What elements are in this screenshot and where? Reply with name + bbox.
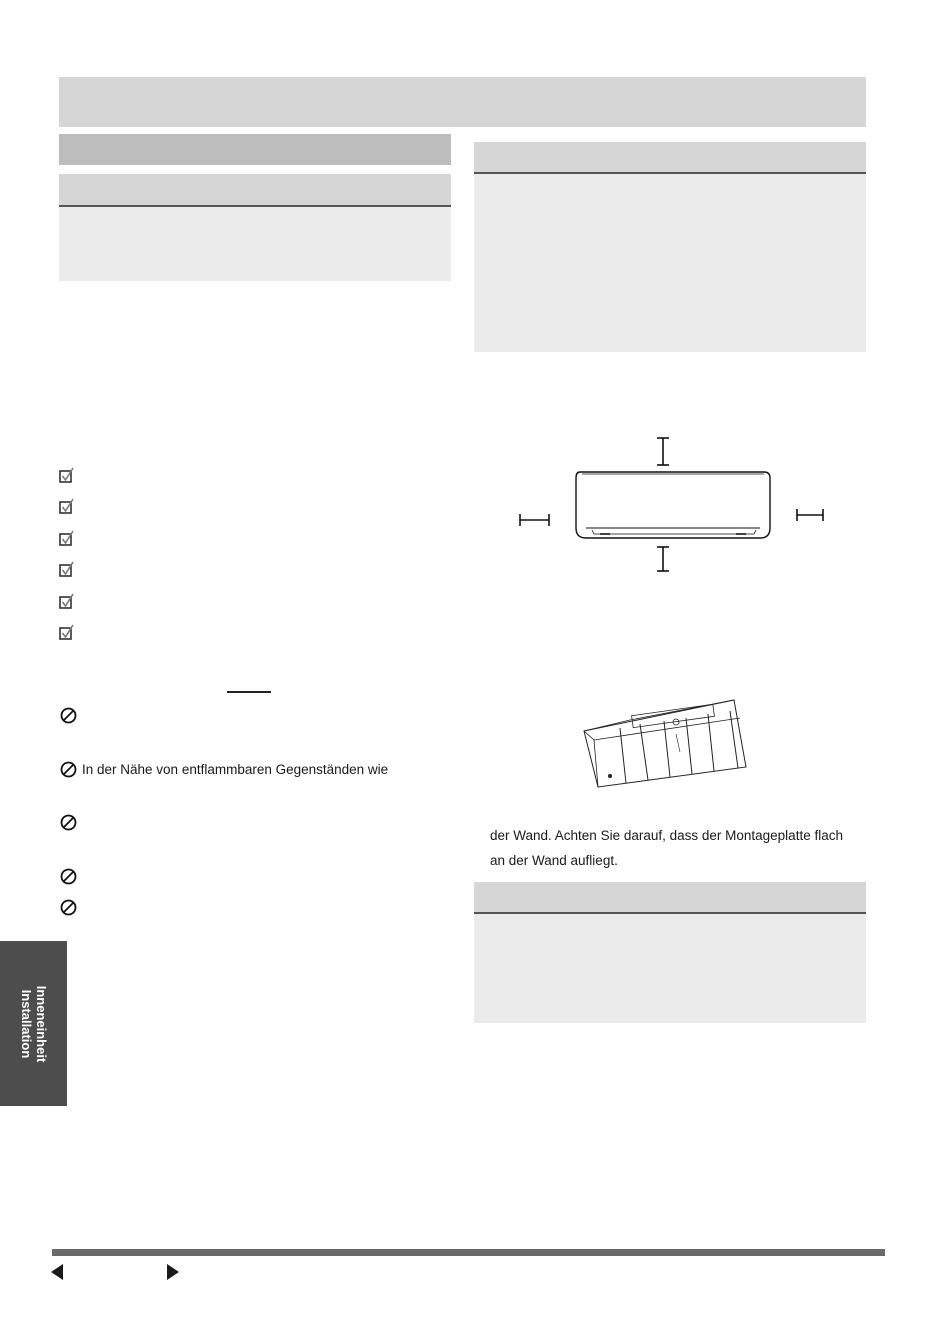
right-box-2-header — [474, 882, 866, 914]
right-box-2-body — [474, 914, 866, 1023]
prohibited-icon — [60, 868, 77, 885]
next-page-arrow-icon[interactable] — [167, 1264, 179, 1280]
prohibited-icon — [60, 814, 77, 831]
underline-rule — [227, 691, 271, 693]
left-box-body — [59, 207, 451, 281]
checkbox-icon — [59, 467, 76, 484]
mounting-instruction-line-1: der Wand. Achten Sie darauf, dass der Montageplatte flach — [490, 828, 843, 843]
right-box-header — [474, 142, 866, 174]
section-title-bar — [59, 134, 451, 165]
checkbox-icon — [59, 624, 76, 641]
prohibited-icon — [60, 899, 77, 916]
right-box-body — [474, 174, 866, 352]
indoor-unit-clearance-diagram — [510, 432, 830, 576]
prohibited-item-text: In der Nähe von entflammbaren Gegenständen wie — [82, 762, 389, 777]
prohibited-icon — [60, 707, 77, 724]
footer-rule — [52, 1249, 885, 1256]
mounting-instruction-line-2: an der Wand aufliegt. — [490, 853, 618, 868]
side-tab-line-1: Inneneinheit — [33, 985, 49, 1062]
previous-page-arrow-icon[interactable] — [51, 1264, 63, 1280]
mounting-plate-illustration — [580, 694, 750, 794]
checkbox-icon — [59, 561, 76, 578]
page-title-bar — [59, 77, 866, 127]
left-box-header — [59, 174, 451, 207]
side-tab-line-2: Installation — [18, 989, 34, 1058]
checkbox-icon — [59, 498, 76, 515]
prohibited-icon — [60, 761, 77, 778]
checkbox-icon — [59, 593, 76, 610]
checkbox-icon — [59, 530, 76, 547]
chapter-side-tab — [0, 941, 67, 1106]
